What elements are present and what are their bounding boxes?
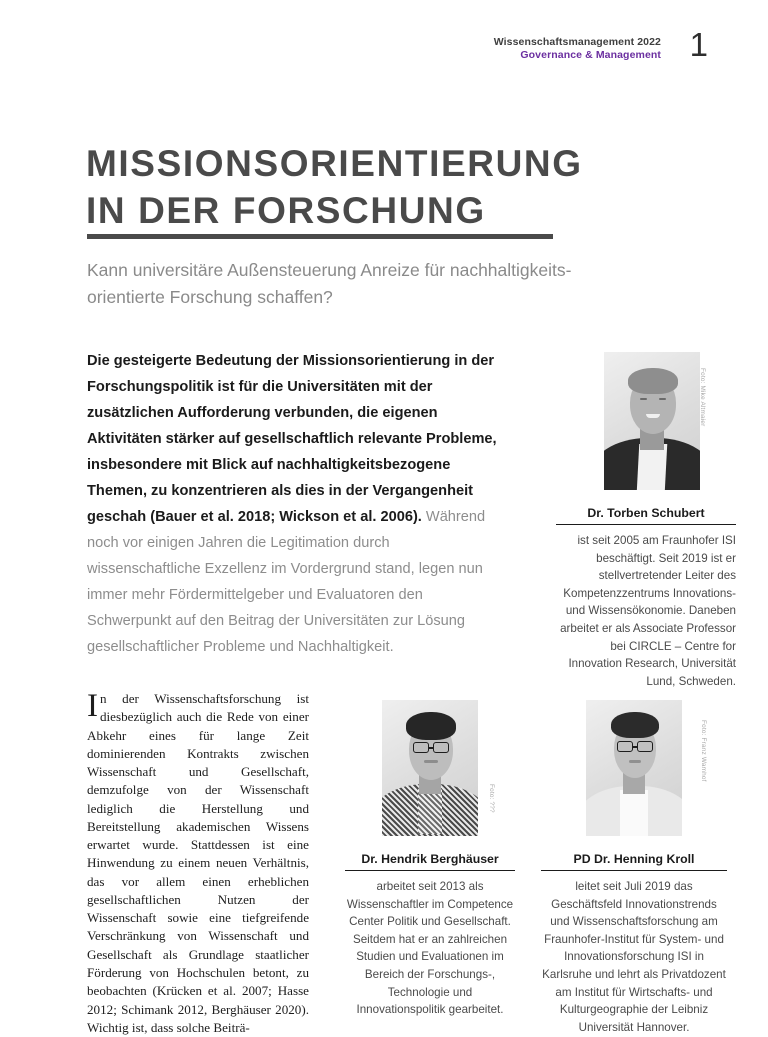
author-photo-schubert	[604, 352, 700, 490]
author-bio-schubert: ist seit 2005 am Fraunhofer ISI beschäftigt. Seit 2019 ist er stellvertretender Leiter des Kompetenzzentrums Innovations- und Wissensökonomie. Daneben arbeitet er als Associate Professor bei CIRCLE – Centre for Innovation Research, Universität Lund, Schweden.	[560, 534, 736, 688]
author-name-schubert: Dr. Torben Schubert	[556, 506, 736, 525]
lead-paragraph-bold: Die gesteigerte Bedeutung der Missionsorientierung in der Forschungspolitik ist für die Universitäten mit der zusätzlichen Aufforderung verbunden, die eigenen Aktivitäten stärker auf gesellschaftlich relevante Probleme, insbesondere mit Blick auf nachhaltigkeitsbezogene Themen, zu konzentrieren als dies in der Vergangenheit geschah (Bauer et al. 2018; Wickson et al. 2006).	[87, 353, 497, 525]
lead-paragraph-rest: Während noch vor einigen Jahren die Legitimation durch wissenschaftliche Exzellenz im Vordergrund stand, legen nun immer mehr Fördermittelgeber und Evaluatoren den Schwerpunkt auf den Beitrag der Universitäten zur Lösung gesellschaftlicher Probleme und Nachhaltigkeit.	[87, 508, 486, 655]
author-name-berghauser: Dr. Hendrik Berghäuser	[345, 852, 515, 871]
page-number: 1	[689, 26, 708, 63]
author-card-berghauser	[345, 700, 515, 1019]
title-divider	[87, 234, 553, 239]
page-title-line-1: MISSIONSORIENTIERUNG	[86, 143, 583, 184]
author-photo-kroll	[586, 700, 682, 836]
photo-credit-schubert: Foto: Mike Altmaier	[699, 368, 706, 427]
photo-credit-berghauser: Foto: ???	[488, 784, 495, 813]
lead-paragraph	[87, 349, 501, 661]
page-title	[86, 140, 686, 235]
author-card-kroll	[541, 700, 727, 1036]
page-title-line-2: IN DER FORSCHUNG	[86, 190, 486, 232]
running-head-section: Governance & Management	[520, 49, 661, 62]
author-card-schubert	[556, 352, 736, 690]
author-bio-berghauser: arbeitet seit 2013 als Wissenschaftler im Competence Center Politik und Gesellschaft. Seitdem hat er an zahlreichen Studien und Evaluationen im Bereich der Forschungs-, Technologie und Innovationspolitik gearbeitet.	[346, 880, 514, 1017]
author-name-kroll: PD Dr. Henning Kroll	[541, 852, 727, 871]
page-subtitle: Kann universitäre Außensteuerung Anreize für nachhaltigkeits-orientierte Forschung schaffen?	[87, 260, 572, 308]
author-photo-berghauser	[382, 700, 478, 836]
author-bio-kroll: leitet seit Juli 2019 das Geschäftsfeld Innovationstrends und Wissenschaftsforschung am Fraunhofer-Institut für System- und Innovationsforschung ISI in Karlsruhe und lehrt als Privatdozent am Institut für Wirtschafts- und Kulturgeographie der Leibniz Universität Hannover.	[542, 880, 726, 1034]
running-head-publication: Wissenschaftsmanagement 2022	[493, 36, 661, 48]
body-column-text: In der Wissenschaftsforschung ist diesbezüglich auch die Rede von einer Abkehr eines für lange Zeit dominierenden Kontrakts zwischen Wissenschaft und Gesellschaft, demzufolge von der Wissenschaft lediglich die Herstellung und Bereitstellung akademischen Wissens erwartet wurde. Stattdessen ist eine Hinwendung zu einem neuen Verhältnis, das vor allem einen erheblichen gesellschaftlichen Nutzen der Wissenschaft sowie eine tiefgreifende Verschränkung von Wissenschaft und Gesellschaft als Grundlage staatlicher Förderung von Hochschulen betont, zu beobachten (Krücken et al. 2007; Hasse 2012; Schimank 2012, Berghäuser 2020). Wichtig ist, dass solche Beiträ-	[87, 688, 309, 1035]
running-head	[494, 36, 661, 62]
photo-credit-kroll: Foto: Franz Wamhof	[700, 720, 707, 782]
